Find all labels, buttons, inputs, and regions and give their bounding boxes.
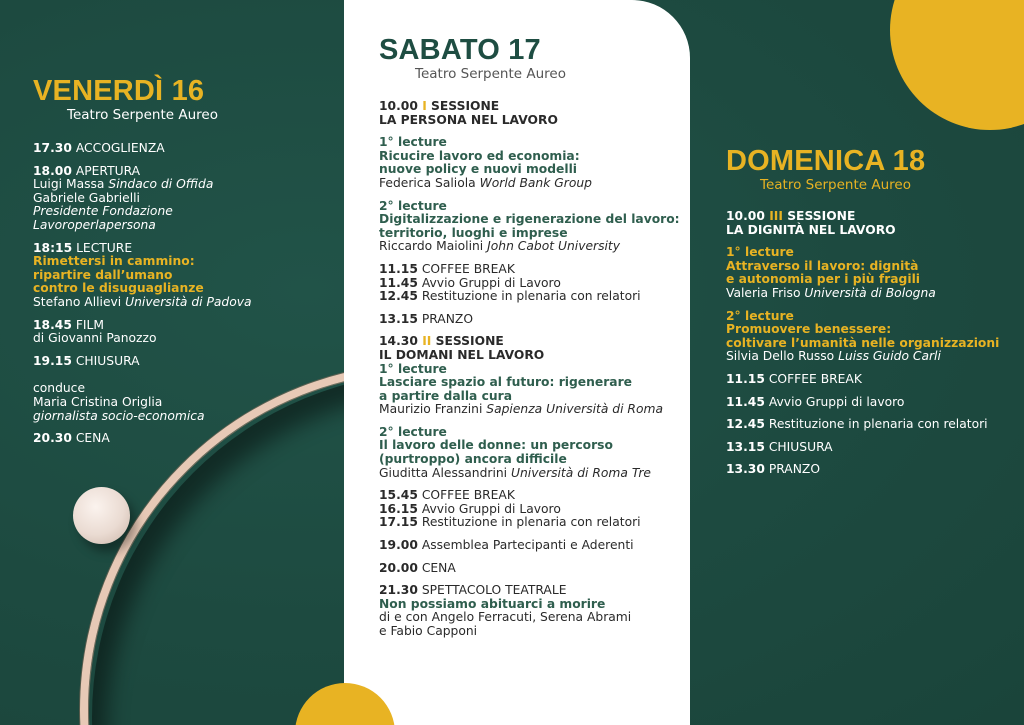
saturday-venue: Teatro Serpente Aureo bbox=[415, 66, 566, 82]
affiliation: Università di Roma Tre bbox=[511, 465, 651, 480]
saturday-column bbox=[379, 35, 684, 639]
label: Avvio Gruppi di lavoro bbox=[768, 394, 905, 409]
affiliation: Sapienza Università di Roma bbox=[486, 402, 664, 417]
show-credits: e Fabio Capponi bbox=[379, 624, 478, 638]
schedule-item bbox=[33, 142, 338, 156]
sunday-venue: Teatro Serpente Aureo bbox=[760, 177, 911, 193]
schedule-item bbox=[726, 418, 1016, 432]
lecture-label: 1° lecture bbox=[379, 361, 447, 376]
schedule-item bbox=[726, 396, 1016, 410]
session-header bbox=[726, 210, 1016, 237]
time: 12.45 bbox=[379, 289, 418, 304]
lecture bbox=[726, 246, 1016, 300]
friday-venue: Teatro Serpente Aureo bbox=[67, 107, 218, 123]
time: 20.00 bbox=[379, 560, 418, 575]
label: Assemblea Partecipanti e Aderenti bbox=[421, 538, 634, 553]
host-block bbox=[33, 382, 338, 423]
lecture-title: ripartire dall’umano bbox=[33, 267, 173, 282]
role: Sindaco di Offida bbox=[108, 177, 214, 192]
friday-column bbox=[33, 76, 338, 446]
saturday-title: SABATO 17 bbox=[379, 34, 541, 66]
lecture bbox=[726, 310, 1016, 364]
host-label: conduce bbox=[33, 381, 86, 396]
lecture-title: Attraverso il lavoro: dignità bbox=[726, 258, 919, 273]
lecture-label: 2° lecture bbox=[379, 424, 447, 439]
session-label: SESSIONE bbox=[435, 334, 504, 349]
session-header bbox=[379, 100, 684, 127]
label: Restituzione in plenaria con relatori bbox=[768, 417, 988, 432]
schedule-item bbox=[726, 441, 1016, 455]
label: Avvio Gruppi di Lavoro bbox=[421, 275, 561, 290]
label: CENA bbox=[75, 431, 110, 446]
lecture-title: Ricucire lavoro ed economia: bbox=[379, 148, 580, 163]
schedule-item bbox=[726, 373, 1016, 387]
lecture-title: Digitalizzazione e rigenerazione del lavoro: bbox=[379, 212, 680, 227]
lecture-title: a partire dalla cura bbox=[379, 388, 513, 403]
session-numeral: II bbox=[422, 334, 432, 349]
label: COFFEE BREAK bbox=[768, 371, 862, 386]
time: 21.30 bbox=[379, 583, 418, 598]
lecture-title: coltivare l’umanità nelle organizzazioni bbox=[726, 335, 1000, 350]
sunday-title: DOMENICA 18 bbox=[726, 145, 926, 177]
lecture-label: 2° lecture bbox=[379, 198, 447, 213]
speaker: Maurizio Franzini bbox=[379, 402, 483, 417]
host-name: Maria Cristina Origlia bbox=[33, 394, 163, 409]
speaker: Gabriele Gabrielli bbox=[33, 190, 140, 205]
affiliation: Università di Padova bbox=[125, 294, 252, 309]
sunday-column bbox=[726, 146, 1016, 477]
label: Restituzione in plenaria con relatori bbox=[421, 515, 641, 530]
time: 19.15 bbox=[33, 353, 72, 368]
schedule-item bbox=[33, 355, 338, 369]
host-role: giornalista socio-economica bbox=[33, 408, 205, 423]
session-numeral: I bbox=[422, 99, 427, 113]
time: 15.45 bbox=[379, 488, 418, 503]
label: COFFEE BREAK bbox=[421, 261, 515, 276]
lecture bbox=[379, 200, 684, 254]
session-numeral: III bbox=[769, 209, 783, 223]
role: Lavoroperlapersona bbox=[33, 217, 156, 232]
lecture-label: 2° lecture bbox=[726, 308, 794, 323]
show-credits: di e con Angelo Ferracuti, Serena Abrami bbox=[379, 610, 632, 625]
schedule-group bbox=[379, 489, 684, 530]
lecture-title: Rimettersi in cammino: bbox=[33, 254, 195, 269]
speaker: Giuditta Alessandrini bbox=[379, 465, 508, 480]
show-title: Non possiamo abituarci a morire bbox=[379, 596, 606, 611]
time: 13.15 bbox=[379, 311, 418, 326]
label: CHIUSURA bbox=[75, 353, 140, 368]
time: 12.45 bbox=[726, 417, 765, 432]
label: PRANZO bbox=[421, 311, 474, 326]
time: 17.30 bbox=[33, 141, 72, 155]
time: 14.30 bbox=[379, 334, 418, 349]
time: 13.15 bbox=[726, 439, 765, 454]
lecture-label: 1° lecture bbox=[726, 245, 794, 260]
speaker: Silvia Dello Russo bbox=[726, 349, 835, 364]
schedule-item bbox=[379, 313, 684, 327]
time: 11.15 bbox=[726, 371, 765, 386]
role: Presidente Fondazione bbox=[33, 204, 173, 219]
speaker: Federica Saliola bbox=[379, 175, 476, 190]
schedule-item bbox=[33, 242, 338, 310]
lecture bbox=[379, 136, 684, 190]
session-theme: LA DIGNITÀ NEL LAVORO bbox=[726, 222, 896, 237]
time: 18.00 bbox=[33, 163, 72, 178]
lecture bbox=[379, 426, 684, 480]
schedule-item bbox=[379, 584, 684, 638]
affiliation: World Bank Group bbox=[479, 175, 592, 190]
label: CHIUSURA bbox=[768, 439, 833, 454]
session-label: SESSIONE bbox=[787, 209, 856, 223]
schedule-group bbox=[379, 263, 684, 304]
friday-title: VENERDÌ 16 bbox=[33, 75, 205, 107]
affiliation: Università di Bologna bbox=[804, 285, 936, 300]
session-header bbox=[379, 335, 684, 417]
label: COFFEE BREAK bbox=[421, 488, 515, 503]
lecture-title: contro le disuguaglianze bbox=[33, 281, 204, 296]
schedule-item bbox=[726, 463, 1016, 477]
label: FILM bbox=[75, 317, 104, 332]
lecture-title: territorio, luoghi e imprese bbox=[379, 225, 568, 240]
lecture-title: e autonomia per i più fragili bbox=[726, 272, 921, 287]
time: 11.15 bbox=[379, 261, 418, 276]
affiliation: John Cabot University bbox=[487, 239, 621, 254]
label: Restituzione in plenaria con relatori bbox=[421, 289, 641, 304]
lecture-label: 1° lecture bbox=[379, 135, 447, 150]
lecture-title: Promuovere benessere: bbox=[726, 322, 892, 337]
time: 18.45 bbox=[33, 317, 72, 332]
schedule-item bbox=[379, 562, 684, 576]
lecture-title: Lasciare spazio al futuro: rigenerare bbox=[379, 375, 632, 390]
label: Avvio Gruppi di Lavoro bbox=[421, 501, 561, 516]
schedule-item bbox=[33, 165, 338, 233]
label: ACCOGLIENZA bbox=[75, 141, 165, 155]
schedule-item bbox=[33, 319, 338, 346]
session-theme: LA PERSONA NEL LAVORO bbox=[379, 112, 558, 127]
time: 10.00 bbox=[379, 99, 418, 113]
lecture-title: nuove policy e nuovi modelli bbox=[379, 162, 577, 177]
label: LECTURE bbox=[76, 240, 133, 255]
session-theme: IL DOMANI NEL LAVORO bbox=[379, 347, 545, 362]
wooden-ball-icon bbox=[73, 487, 130, 544]
speaker: Riccardo Maiolini bbox=[379, 239, 484, 254]
time: 13.30 bbox=[726, 462, 765, 477]
label: PRANZO bbox=[768, 462, 821, 477]
time: 18:15 bbox=[33, 240, 73, 255]
speaker: Luigi Massa bbox=[33, 177, 105, 192]
time: 11.45 bbox=[726, 394, 765, 409]
label: CENA bbox=[421, 560, 456, 575]
schedule-item bbox=[33, 432, 338, 446]
session-label: SESSIONE bbox=[431, 99, 500, 113]
label: APERTURA bbox=[75, 163, 141, 178]
time: 16.15 bbox=[379, 501, 418, 516]
lecture-title: (purtroppo) ancora difficile bbox=[379, 452, 567, 467]
schedule-item bbox=[379, 539, 684, 553]
affiliation: Luiss Guido Carli bbox=[838, 349, 941, 364]
time: 11.45 bbox=[379, 275, 418, 290]
detail: di Giovanni Panozzo bbox=[33, 331, 157, 346]
label: SPETTACOLO TEATRALE bbox=[421, 583, 567, 598]
time: 17.15 bbox=[379, 515, 418, 530]
speaker: Valeria Friso bbox=[726, 285, 801, 300]
lecture-title: Il lavoro delle donne: un percorso bbox=[379, 438, 613, 453]
speaker: Stefano Allievi bbox=[33, 294, 122, 309]
time: 19.00 bbox=[379, 538, 418, 553]
time: 20.30 bbox=[33, 431, 72, 446]
time: 10.00 bbox=[726, 209, 765, 223]
